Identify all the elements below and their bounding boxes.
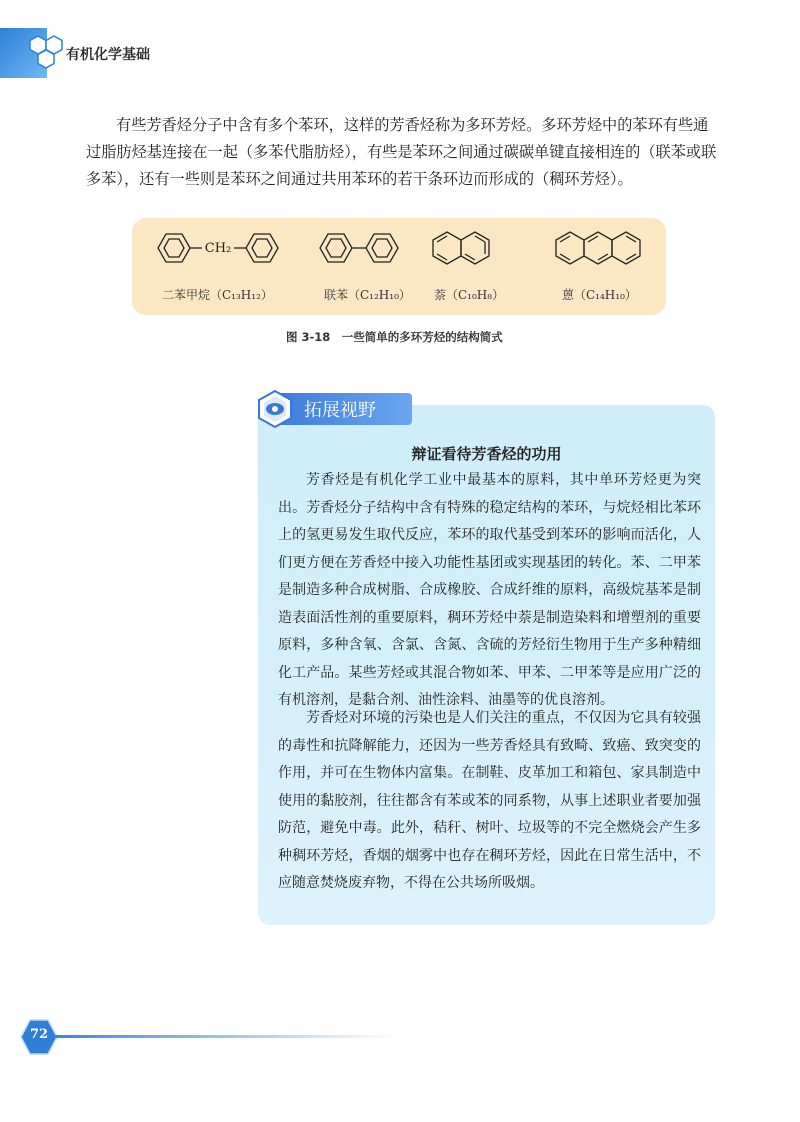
extension-box	[258, 405, 715, 925]
extension-tab-label: 拓展视野	[304, 400, 376, 421]
biphenyl-structure	[320, 234, 398, 262]
label-diphenylmethane: 二苯甲烷（C₁₃H₁₂）	[162, 288, 273, 302]
ch2-linker-label: CH₂	[204, 241, 232, 256]
figure-structures	[132, 218, 666, 315]
page-number: 72	[29, 1027, 49, 1042]
label-anthracene: 蒽（C₁₄H₁₀）	[562, 288, 637, 302]
intro-paragraph: 有些芳香烃分子中含有多个苯环，这样的芳香烃称为多环芳烃。多环芳烃中的苯环有些通过脂肪烃基连接在一起（多苯代脂肪烃），有些是苯环之间通过碳碳单键直接相连的（联苯或联多苯），还有一些则是苯环之间通过共用苯环的若干条环边而形成的（稠环芳烃）。	[86, 116, 717, 188]
extension-paragraph-1: 芳香烃是有机化学工业中最基本的原料，其中单环芳烃更为突出。芳香烃分子结构中含有特殊的稳定结构的苯环，与烷烃相比苯环上的氢更易发生取代反应，苯环的取代基受到苯环的影响而活化，人们更方便在芳香烃中接入功能性基团或实现基团的转化。苯、二甲苯是制造多种合成树脂、合成橡胶、合成纤维的原料，高级烷基苯是制造表面活性剂的重要原料，稠环芳烃中萘是制造染料和增塑剂的重要原料，多种含氧、含氯、含氮、含硫的芳烃衍生物用于生产多种精细化工产品。某些芳烃或其混合物如苯、甲苯、二甲苯等是应用广泛的有机溶剂，是黏合剂、油性涂料、油墨等的优良溶剂。	[278, 472, 701, 708]
extension-title: 辩证看待芳香烃的功用	[411, 445, 562, 463]
figure-caption: 图 3-18 一些简单的多环芳烃的结构简式	[286, 330, 503, 344]
book-title: 有机化学基础	[66, 47, 150, 63]
eye-icon	[256, 390, 294, 428]
anthracene-structure	[556, 232, 640, 264]
label-naphthalene: 萘（C₁₀H₈）	[434, 288, 505, 302]
extension-paragraph-2: 芳香烃对环境的污染也是人们关注的重点，不仅因为它具有较强的毒性和抗降解能力，还因为一些芳香烃具有致畸、致癌、致突变的作用，并可在生物体内富集。在制鞋、皮革加工和箱包、家具制造中使用的黏胶剂，往往都含有苯或苯的同系物，从事上述职业者要加强防范，避免中毒。此外，秸秆、树叶、垃圾等的不完全燃烧会产生多种稠环芳烃，香烟的烟雾中也存在稠环芳烃，因此在日常生活中，不应随意焚烧废弃物，不得在公共场所吸烟。	[278, 710, 701, 891]
hexagon-logo-icon	[24, 34, 68, 78]
naphthalene-structure	[433, 232, 489, 264]
label-biphenyl: 联苯（C₁₂H₁₀）	[324, 288, 411, 302]
footer-line	[55, 1035, 395, 1038]
